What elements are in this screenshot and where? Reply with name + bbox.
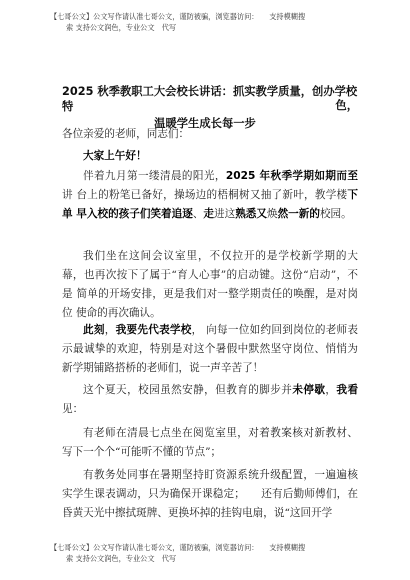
document-title-line-2: 色， [335, 99, 358, 112]
p1-text-7: 园。 [330, 208, 352, 220]
p1-text-6: 校 [319, 208, 331, 220]
p4-text-1: 这个夏天，校园虽然安静，但教育的脚步并 [83, 384, 293, 396]
p1-text-2: 讲 台上的粉笔已备好，操场边的梧桐树又抽了新叶，教学楼 [62, 189, 348, 201]
p4-text-3: 见： [62, 403, 84, 415]
p4-bold-1: 未停歇 [292, 384, 326, 396]
hello-line [62, 147, 358, 166]
hello-text: 大家上午好！ [83, 150, 147, 162]
paragraph-2: 我们坐在这间会议室里，不仅拉开的是学校新学期的大幕，也再次按下了属于“育人心事”的启动键。这份“启动”，不是 简单的开场安排，更是我们对一整学期责任的唤醒，是对岗位 使命的再次确认。 [62, 250, 358, 319]
banner-line-1: 【七哥公文】公文写作请认准七哥公文，谨防被骗，浏览器访问： 支持模糊搜 [50, 12, 306, 21]
p1-bold-2: 下单 早入校的孩子们 [62, 189, 358, 220]
p1-bold-4: 走 [203, 208, 214, 220]
p3-bold-2: 我要先代表学校 [115, 324, 192, 336]
p1-text-4: 进这 [214, 208, 236, 220]
footer-banner-line-1: 【七哥公文】公文写作请认准七哥公文，谨防被骗，浏览器访问： 支持模糊搜 [50, 543, 306, 552]
p3-bold-1: 此刻 [83, 324, 105, 336]
p1-bold-3: 笑着追逐 [150, 208, 193, 220]
banner-line-2: 索 支持公文润色，专业公文 代写 [66, 23, 177, 32]
document-title-line-1: 2025 秋季教职工大会校长讲话：抓实教学质量，创办学校特 [62, 85, 358, 113]
header-watermark-banner [50, 11, 368, 33]
p1-bold-5: 熟悉又 [235, 208, 267, 220]
p3-text-1: ， [104, 324, 116, 336]
paragraph-5: 有老师在清晨七点坐在阅览室里，对着教案核对新教材、写下一个个“可能听不懂的节点”； [62, 427, 358, 458]
p4-bold-2: 我看 [336, 384, 359, 396]
p3-text-2: ， 向每一位如约回到岗位的老师表 示最诚挚的欢迎，特别是对这个暑假中默然坚守岗位、悄悄为 新学期铺路搭桥的老师们，说一声辛苦了！ [62, 324, 359, 374]
greeting-line: 各位亲爱的老师，同志们： [62, 128, 190, 140]
p1-text-3: 、 [192, 208, 204, 220]
p4-text-2: ， [325, 384, 337, 396]
p1-text-1: 伴着九月第一缕清晨的阳光， [83, 170, 226, 182]
paragraph-6: 有教务处同事在暑期坚持盯资源系统升级配置，一遍遍核实学生课表调动，只为确保开课稳定； 还有后勤师傅们，在昏黄天光中擦拭斑牌、更换坏掉的挂钩电扇，说“这回开学 [62, 469, 358, 519]
p1-bold-6: 然一新的 [277, 208, 320, 220]
paragraph-3 [62, 321, 358, 378]
document-title-line-3: 温暖学生成长每一步 [154, 117, 256, 130]
paragraph-4 [62, 381, 358, 419]
footer-watermark-banner [50, 542, 368, 564]
paragraph-1 [62, 167, 358, 224]
p1-text-5: 焕 [266, 208, 278, 220]
p1-bold-1: 2025 年秋季学期如期而至 [225, 170, 358, 182]
footer-banner-line-2: 索 支持公文润色，专业公文 代写 [66, 554, 177, 563]
